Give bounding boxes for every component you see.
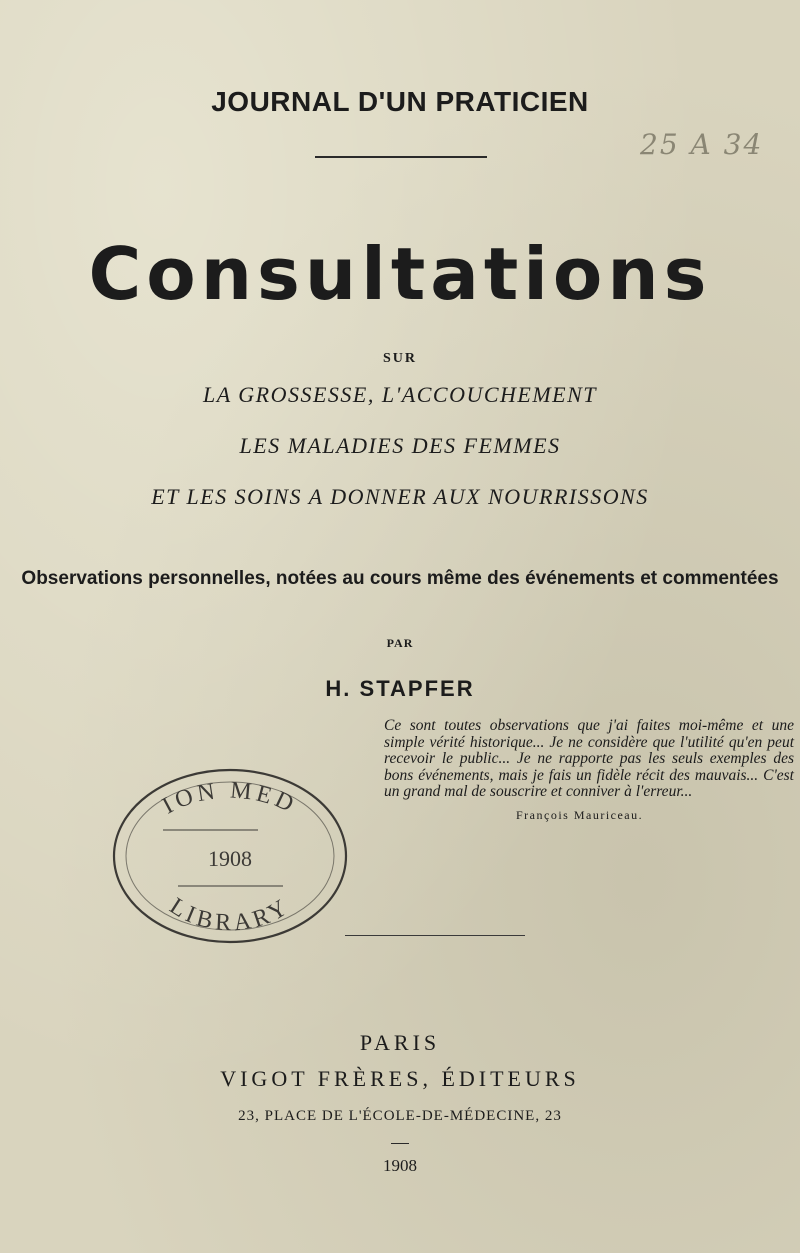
- imprint-publisher: VIGOT FRÈRES, ÉDITEURS: [220, 1066, 580, 1091]
- stamp-bottom-text: LIBRARY: [164, 893, 296, 937]
- epigraph-rule: [345, 935, 525, 936]
- series-title-rule: [315, 156, 487, 158]
- epigraph: Ce sont toutes observations que j'ai faites moi-même et une simple vérité historique... Je ne considère que l'utilité qu'en peut recevoir le public... Je ne rapporte pas les seuls exemples des bons événements, mais je fais un fidèle récit des mauvais... C'est un grand mal de souscrire et conniver à l'erreur...: [384, 717, 794, 800]
- imprint-rule: [391, 1143, 409, 1144]
- subject-line-1: LA GROSSESSE, L'ACCOUCHEMENT: [202, 382, 598, 407]
- svg-text:ION MED: [158, 777, 301, 819]
- series-title: JOURNAL D'UN PRATICIEN: [211, 86, 589, 117]
- imprint-address: 23, PLACE DE L'ÉCOLE-DE-MÉDECINE, 23: [238, 1108, 562, 1124]
- book-title: Consultations: [88, 232, 712, 316]
- imprint-year: 1908: [383, 1156, 417, 1175]
- par-label: PAR: [386, 636, 414, 650]
- imprint-place: PARIS: [359, 1030, 441, 1055]
- author-name: H. STAPFER: [325, 676, 475, 701]
- tagline: Observations personnelles, notées au cours même des événements et commentées: [21, 568, 779, 589]
- subject-line-3: ET LES SOINS A DONNER AUX NOURRISSONS: [151, 484, 649, 509]
- subject-line-2: LES MALADIES DES FEMMES: [239, 433, 561, 458]
- stamp-top-text: ION MED: [158, 777, 302, 820]
- svg-text:LIBRARY: [165, 893, 295, 936]
- stamp-year: 1908: [208, 846, 252, 871]
- shelfmark-annotation: 25 A 34: [640, 128, 764, 161]
- sur-label: SUR: [382, 351, 417, 366]
- library-stamp: [108, 760, 352, 952]
- epigraph-attribution: François Mauriceau.: [516, 808, 644, 822]
